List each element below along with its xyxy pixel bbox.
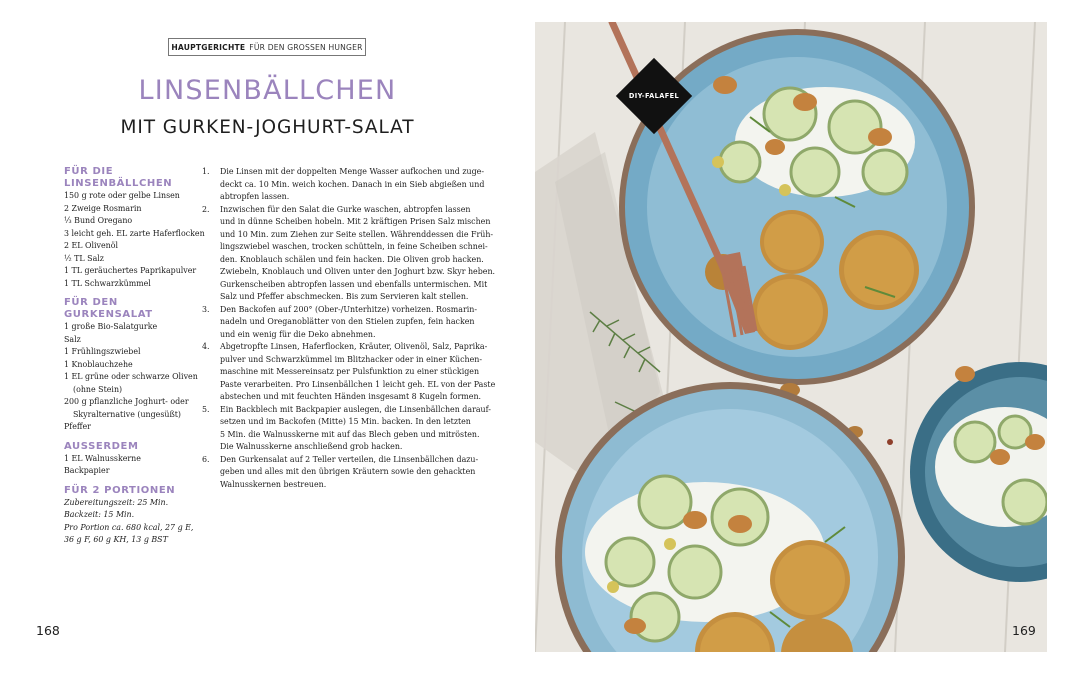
ingredient-item: 200 g pflanzliche Joghurt- oder [64,397,189,406]
ingredient-group-gurkensalat [64,297,198,434]
ingredient-item: 1 EL grüne oder schwarze Oliven [64,372,198,381]
step-line: Inzwischen für den Salat die Gurke waschen, abtropfen lassen [220,204,471,214]
instructions [202,166,496,491]
step-line: pulver und Schwarzkümmel im Blitzhacker oder in einer Küchen- [220,354,483,364]
step-line: maschine mit Messereinsatz per Pulsfunktion zu einer stückigen [220,367,480,376]
step-text [220,204,495,304]
ingredient-item: 1 EL Walnusskerne [64,453,141,463]
ingredient-heading: GURKENSALAT [64,309,153,320]
step-number: 2. [202,204,210,214]
page-number-left: 168 [36,623,60,638]
step-number: 5. [202,404,210,414]
step-1 [202,166,485,204]
step-text [220,166,484,204]
ingredient-item: 3 leicht geh. EL zarte Haferflocken [64,228,205,238]
step-text [220,404,491,454]
ingredient-heading: AUSSERDEM [64,440,139,452]
recipe-title: LINSENBÄLLCHEN [138,75,397,106]
step-line: 5 Min. die Walnusskerne mit auf das Blech geben und mitrösten. [220,429,480,439]
ingredient-heading: FÜR DIE [64,166,114,177]
step-line: Gurkenscheiben abtropfen lassen und ebenfalls untermischen. Mit [220,279,488,289]
ingredient-item: 2 Zweige Rosmarin [64,203,142,213]
step-text [220,454,478,492]
ingredient-item: (ohne Stein) [73,384,123,394]
step-line: und in dünne Scheiben hobeln. Mit 2 kräftigen Prisen Salz mischen [220,217,491,226]
ingredient-item: Backpapier [64,466,110,475]
step-line: Die Linsen mit der doppelten Menge Wasser aufkochen und zuge- [220,167,484,176]
step-line: Abgetropfte Linsen, Haferflocken, Kräuter, Olivenöl, Salz, Paprika- [220,342,488,351]
step-line: Zwiebeln, Knoblauch und Oliven unter den Joghurt bzw. Skyr heben. [220,267,496,276]
ingredient-item: 1 TL Schwarzkümmel [64,278,151,288]
ingredient-heading: FÜR DEN [64,297,118,308]
diy-badge [616,58,692,134]
ingredient-item: 2 EL Olivenöl [64,241,119,250]
step-line: abstechen und mit feuchten Händen insgesamt 8 Kugeln formen. [220,392,482,401]
step-number: 4. [202,342,210,351]
step-line: und 10 Min. zum Ziehen zur Seite stellen. Währenddessen die Früh- [220,229,494,239]
ingredient-item: 1 TL geräuchertes Paprikapulver [64,266,197,275]
ingredient-item: 1 große Bio-Salatgurke [64,322,158,331]
step-line: und ein wenig für die Deko abnehmen. [220,329,376,339]
nutrition-info: Pro Portion ca. 680 kcal, 27 g E, [64,522,194,532]
step-line: Ein Backblech mit Backpapier auslegen, die Linsenbällchen darauf- [220,404,491,414]
step-4 [202,341,496,404]
step-line: geben und alles mit den übrigen Kräutern sowie den gehackten [220,467,476,476]
step-line: lingszwiebel waschen, trocken schütteln, in feine Scheiben schnei- [220,242,488,251]
ingredient-item: ⅓ Bund Oregano [64,216,133,225]
step-line: abtropfen lassen. [220,192,290,201]
badge-label: DIY-FALAFEL [628,92,680,100]
ingredient-heading: LINSENBÄLLCHEN [64,178,173,189]
step-number: 1. [202,167,210,176]
category-label [168,38,366,56]
step-6 [202,454,479,492]
ingredient-item: Skyralternative (ungesüßt) [73,409,181,419]
step-line: den. Knoblauch schälen und fein hacken. Die Oliven grob hacken. [220,254,484,264]
step-line: setzen und im Backofen (Mitte) 15 Min. backen. In den letzten [220,417,471,426]
step-line: Paste verarbeiten. Pro Linsenbällchen 1 leicht geh. EL von der Paste [220,379,496,389]
ingredient-group-ausserdem [64,441,194,478]
step-2 [202,204,496,304]
step-line: Die Walnusskerne anschließend grob hacken. [220,442,403,451]
step-line: deckt ca. 10 Min. weich kochen. Danach in ein Sieb abgießen und [220,179,485,189]
page-number-right: 169 [1012,623,1036,638]
prep-time: Zubereitungszeit: 25 Min. [64,497,169,507]
category-text: FÜR DEN GROSSEN HUNGER [249,42,363,52]
step-text [220,341,495,404]
nutrition-info: 36 g F, 60 g KH, 13 g BST [64,535,168,544]
step-number: 3. [202,304,210,314]
ingredient-item: ½ TL Salz [64,253,104,263]
recipe-subtitle: MIT GURKEN-JOGHURT-SALAT [120,117,415,138]
food-illustration [535,22,1047,652]
food-photo [535,22,1047,652]
ingredient-item: Pfeffer [64,422,91,431]
ingredient-item: 1 Frühlingszwiebel [64,347,141,356]
step-line: Den Gurkensalat auf 2 Teller verteilen, die Linsenbällchen dazu- [220,454,479,464]
ingredient-item: Salz [64,334,81,344]
step-line: Walnusskernen bestreuen. [220,479,327,489]
step-3 [202,304,478,342]
step-text [220,304,477,342]
step-line: Den Backofen auf 200° (Ober-/Unterhitze) vorheizen. Rosmarin- [220,304,478,314]
step-line: nadeln und Oreganoblätter von den Stielen zupfen, fein hacken [220,317,475,326]
step-5 [202,404,491,454]
ingredients-column [64,166,205,554]
portion-info [64,485,194,547]
portion-heading: FÜR 2 PORTIONEN [64,484,176,496]
step-line: Salz und Pfeffer abschmecken. Bis zum Servieren kalt stellen. [220,292,469,301]
ingredient-group-linsenbaellchen [64,166,205,290]
bake-time: Backzeit: 15 Min. [64,510,135,519]
ingredient-item: 150 g rote oder gelbe Linsen [64,191,180,200]
category-bold: HAUPTGERICHTE [171,42,246,52]
ingredient-item: 1 Knoblauchzehe [64,359,133,369]
step-number: 6. [202,454,210,464]
